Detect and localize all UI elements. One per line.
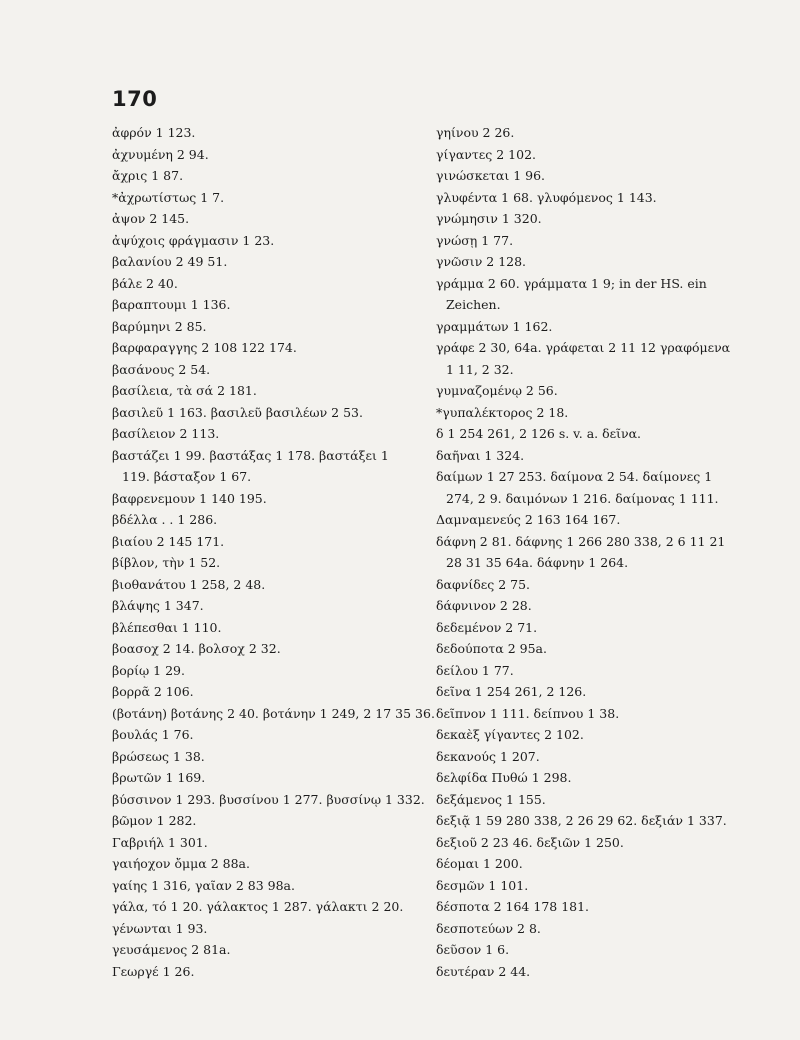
index-entry: γνῶσιν 2 128. bbox=[436, 254, 527, 269]
index-entry: δεξιᾷ 1 59 280 338, 2 26 29 62. δεξιάν 1 337. bbox=[436, 813, 727, 828]
index-entry: γνώμησιν 1 320. bbox=[436, 211, 542, 226]
index-entry: γυμναζομένῳ 2 56. bbox=[436, 383, 558, 398]
index-entry: δείλου 1 77. bbox=[436, 662, 514, 678]
index-entry: δευτέραν 2 44. bbox=[436, 963, 531, 979]
index-entry: Δαμναμενεύς 2 163 164 167. bbox=[436, 512, 621, 527]
index-entry: δαῆναι 1 324. bbox=[436, 447, 525, 463]
index-entry: γνώσῃ 1 77. bbox=[436, 232, 514, 248]
index-entry: δ 1 254 261, 2 126 s. v. a. δεῖνα. bbox=[436, 426, 642, 441]
index-entry: *ἀχρωτίστως 1 7. bbox=[112, 189, 225, 205]
index-entry: γηίνου 2 26. bbox=[436, 125, 515, 140]
index-entry: ἀχνυμένη 2 94. bbox=[112, 146, 209, 162]
index-entry: γραμμάτων 1 162. bbox=[436, 318, 553, 334]
index-entry: δεῦσον 1 6. bbox=[436, 942, 510, 957]
page-number: 170 bbox=[112, 87, 158, 111]
index-entry: δεῖνα 1 254 261, 2 126. bbox=[436, 684, 587, 699]
index-entry: γινώσκεται 1 96. bbox=[436, 168, 546, 183]
index-entry: βουλάς 1 76. bbox=[112, 727, 194, 742]
index-entry: γαίης 1 316, γαῖαν 2 83 98a. bbox=[112, 877, 295, 893]
index-entry: δεσμῶν 1 101. bbox=[436, 877, 529, 893]
index-entry: δεκανούς 1 207. bbox=[436, 748, 540, 764]
index-entry: δεσποτεύων 2 8. bbox=[436, 920, 541, 936]
index-entry: γίγαντες 2 102. bbox=[436, 146, 537, 162]
index-entry: δέσποτα 2 164 178 181. bbox=[436, 899, 590, 914]
index-entry: ἀψύχοις φράγμασιν 1 23. bbox=[112, 232, 275, 248]
index-entry: γαιήοχον ὄμμα 2 88a. bbox=[112, 856, 250, 871]
index-entry: βαρφαραγγης 2 108 122 174. bbox=[112, 340, 297, 355]
index-entry: βῶμον 1 282. bbox=[112, 813, 197, 828]
index-entry: Γεωργέ 1 26. bbox=[112, 963, 195, 979]
index-entry: δεκαὲξ γίγαντες 2 102. bbox=[436, 727, 584, 742]
index-entry: γάλα, τό 1 20. γάλακτος 1 287. γάλακτι 2 20. bbox=[112, 899, 404, 914]
index-entry: βρώσεως 1 38. bbox=[112, 748, 205, 764]
index-entry: βαστάζει 1 99. βαστάξας 1 178. βαστάξει 1 119. βάσταξον 1 67. bbox=[112, 447, 389, 484]
index-entry: βασίλεια, τὰ σά 2 181. bbox=[112, 383, 257, 398]
index-entry: βίβλον, τὴν 1 52. bbox=[112, 555, 221, 570]
index-entry: βιοθανάτου 1 258, 2 48. bbox=[112, 576, 266, 592]
index-entry: βασιλεῦ 1 163. βασιλεῦ βασιλέων 2 53. bbox=[112, 404, 363, 420]
index-entry: βδέλλα . . 1 286. bbox=[112, 512, 218, 527]
index-entry: βασάνους 2 54. bbox=[112, 361, 211, 377]
index-entry: ἄχρις 1 87. bbox=[112, 168, 184, 183]
index-entry: Γαβριήλ 1 301. bbox=[112, 834, 208, 850]
index-entry: δαφνίδες 2 75. bbox=[436, 576, 531, 592]
index-entry: *γυπαλέκτορος 2 18. bbox=[436, 404, 569, 420]
index-entry: δεῖπνον 1 111. δείπνου 1 38. bbox=[436, 705, 620, 721]
index-entry: δαίμων 1 27 253. δαίμονα 2 54. δαίμονες 1 274, 2 9. δαιμόνων 1 216. δαίμονας 1 111. bbox=[436, 469, 719, 506]
index-entry: δάφνινον 2 28. bbox=[436, 598, 532, 613]
index-entry: ἀφρόν 1 123. bbox=[112, 125, 196, 140]
index-entry: βορρᾶ 2 106. bbox=[112, 684, 194, 699]
index-entry: βαλανίου 2 49 51. bbox=[112, 254, 228, 269]
index-entry: δεδούποτα 2 95a. bbox=[436, 641, 547, 656]
index-column-left bbox=[112, 122, 435, 982]
index-entry: βύσσινον 1 293. βυσσίνου 1 277. βυσσίνῳ 1 332. bbox=[112, 791, 425, 807]
index-entry: βορίῳ 1 29. bbox=[112, 662, 185, 678]
index-entry: (βοτάνη) βοτάνης 2 40. βοτάνην 1 249, 2 17 35 36. bbox=[112, 705, 435, 721]
index-entry: βασίλειον 2 113. bbox=[112, 426, 220, 441]
index-entry: δεδεμένον 2 71. bbox=[436, 619, 538, 635]
index-entry: βλέπεσθαι 1 110. bbox=[112, 619, 222, 635]
index-entry: δελφίδα Πυθώ 1 298. bbox=[436, 770, 572, 785]
index-entry: δεξάμενος 1 155. bbox=[436, 791, 546, 807]
index-entry: βαφρενεμουν 1 140 195. bbox=[112, 490, 267, 506]
index-entry: βιαίου 2 145 171. bbox=[112, 533, 225, 549]
index-entry: δάφνη 2 81. δάφνης 1 266 280 338, 2 6 11 21 28 31 35 64a. δάφνην 1 264. bbox=[436, 533, 726, 570]
index-entry: γλυφέντα 1 68. γλυφόμενος 1 143. bbox=[436, 189, 657, 205]
index-entry: γράφε 2 30, 64a. γράφεται 2 11 12 γραφόμενα 1 11, 2 32. bbox=[436, 340, 731, 377]
index-entry: δέομαι 1 200. bbox=[436, 856, 523, 871]
index-entry: γευσάμενος 2 81a. bbox=[112, 942, 231, 957]
index-entry: βοασοχ 2 14. βολσοχ 2 32. bbox=[112, 641, 281, 656]
index-entry: βρωτῶν 1 169. bbox=[112, 770, 206, 785]
index-entry: γράμμα 2 60. γράμματα 1 9; in der HS. ein Zeichen. bbox=[436, 275, 707, 312]
index-entry: βαρύμηνι 2 85. bbox=[112, 318, 207, 334]
index-entry: βάλε 2 40. bbox=[112, 275, 178, 291]
index-entry: βαραπτουμι 1 136. bbox=[112, 297, 231, 312]
index-entry: βλάψης 1 347. bbox=[112, 598, 204, 613]
index-entry: ἀψον 2 145. bbox=[112, 211, 190, 226]
index-entry: γένωνται 1 93. bbox=[112, 920, 208, 936]
index-column-right bbox=[436, 122, 736, 982]
index-entry: δεξιοῦ 2 23 46. δεξιῶν 1 250. bbox=[436, 834, 624, 850]
